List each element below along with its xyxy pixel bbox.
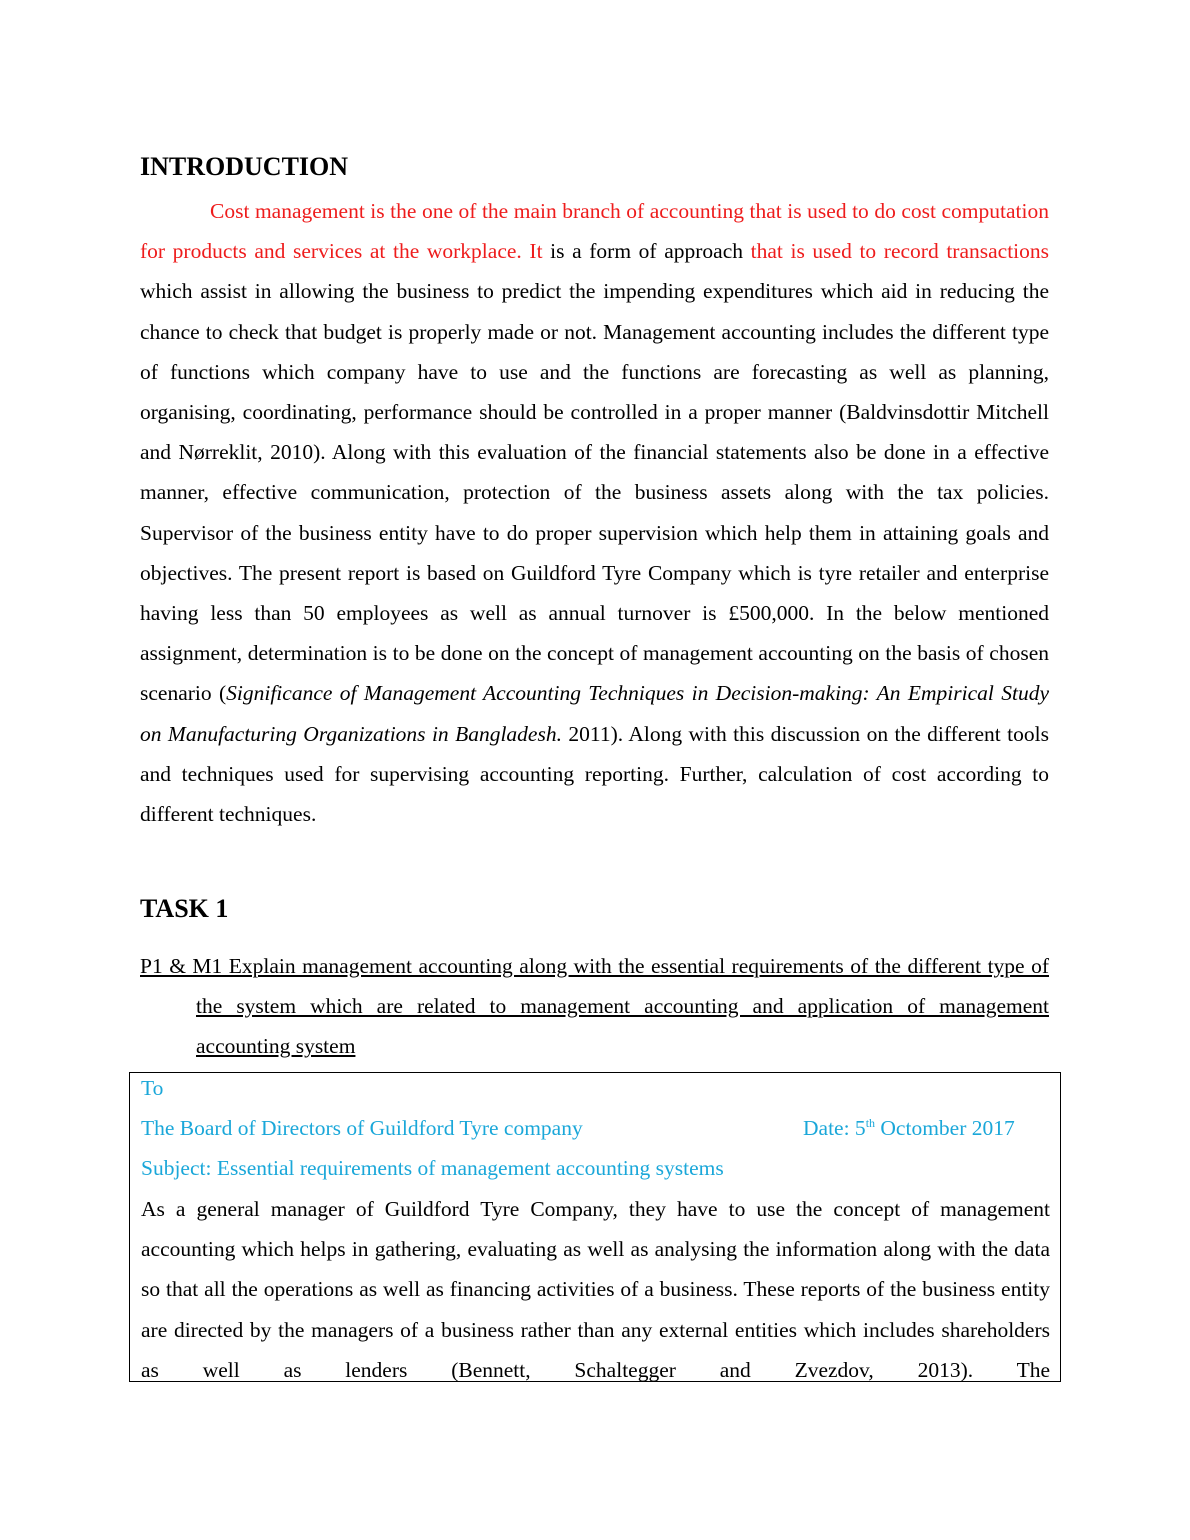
- memo-box: [129, 1072, 1061, 1382]
- introduction-paragraph: [140, 191, 1049, 834]
- memo-body: As a general manager of Guildford Tyre Company, they have to use the concept of management accounting which helps in gathering, evaluating as well as analysing the information along with the data so that all the operations as well as financing activities of a business. These reports of the business entity are directed by the managers of a business rather than any external entities which includes shareholders as well as lenders (Bennett, Schaltegger and Zvezdov, 2013). The: [141, 1197, 1050, 1382]
- task-1-title: P1 & M1 Explain management accounting along with the essential requirements of the different type of the system which are related to management accounting and application of management accounting system: [140, 954, 1049, 1058]
- memo-date-ordinal: th: [865, 1115, 876, 1130]
- introduction-heading: INTRODUCTION: [140, 152, 349, 181]
- memo-to: To: [141, 1076, 164, 1100]
- memo-date: [803, 1108, 1015, 1148]
- memo-date-prefix: Date: 5: [803, 1116, 866, 1140]
- intro-text-3: 2011). Along with this discussion on the different tools and techniques used for supervising accounting reporting. Further, calculation of cost according to different techniques.: [140, 721, 1049, 827]
- intro-italic-citation: Significance of Management Accounting Techniques in Decision-making: An Empirical Study on Manufacturing Organizations in Bangladesh.: [140, 681, 1049, 746]
- memo-subject: Subject: Essential requirements of management accounting systems: [141, 1156, 724, 1180]
- memo-date-rest: Octomber 2017: [875, 1116, 1015, 1140]
- intro-red-text-2: that is used to record transactions: [750, 239, 1050, 264]
- intro-text-1: is a form of approach: [542, 239, 751, 264]
- intro-text-2: which assist in allowing the business to predict the impending expenditures which aid in reducing the chance to check that budget is properly made or not. Management accounting includes the different type of functions which company have to use and the functions are forecasting as well as planning, organising, coordinating, performance should be controlled in a proper manner (Baldvinsdottir Mitchell and Nørreklit, 2010). Along with this evaluation of the financial statements also be done in a effective manner, effective communication, protection of the business assets along with the tax policies. Supervisor of the business entity have to do proper supervision which help them in attaining goals and objectives. The present report is based on Guildford Tyre Company which is tyre retailer and enterprise having less than 50 employees as well as annual turnover is £500,000. In the below mentioned assignment, determination is to be done on the concept of management accounting on the basis of chosen scenario (: [140, 279, 1049, 706]
- memo-recipient: The Board of Directors of Guildford Tyre company: [141, 1116, 583, 1140]
- task-1-heading: TASK 1: [140, 894, 229, 923]
- intro-red-text-1: Cost management is the one of the main branch of accounting that is used to do cost computation for products and services at the workplace. It: [140, 199, 1049, 264]
